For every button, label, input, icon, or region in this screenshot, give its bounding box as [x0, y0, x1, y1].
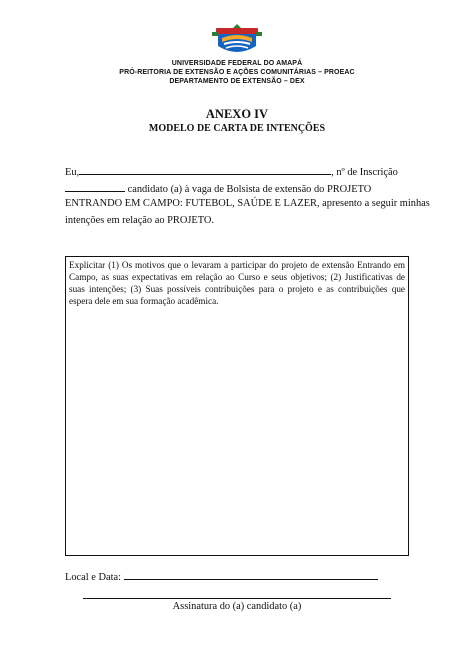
place-date-blank	[124, 569, 378, 580]
signature-label: Assinatura do (a) candidato (a)	[172, 601, 302, 612]
letter-line-2	[65, 181, 409, 195]
university-logo	[212, 24, 262, 58]
name-blank	[79, 164, 331, 175]
signature-line	[83, 598, 391, 599]
department-name: DEPARTAMENTO DE EXTENSÃO – DEX	[169, 78, 305, 85]
place-date-row	[65, 569, 409, 583]
intentions-instructions: Explicitar (1) Os motivos que o levaram a participar do projeto de extensão Entrando em Campo, as suas expectativas em relação ao Curso e seus objetivos; (2) Justificativas de suas intenções; (3) Suas possíveis contribuições para o projeto e as contribuições que espera dele em sua formação acadêmica.	[69, 260, 405, 306]
university-name: UNIVERSIDADE FEDERAL DO AMAPÁ	[171, 60, 303, 67]
letter-line-1-end: , nº de Inscrição	[331, 167, 398, 178]
intentions-box[interactable]	[65, 256, 409, 556]
office-name: PRÓ-REITORIA DE EXTENSÃO E AÇÕES COMUNITÁRIAS – PROEAC	[119, 69, 355, 76]
registration-blank	[65, 181, 125, 192]
document-subtitle: MODELO DE CARTA DE INTENÇÕES	[148, 123, 326, 134]
letter-line-1-start: Eu,	[65, 167, 80, 178]
place-date-label: Local e Data:	[65, 572, 121, 583]
letter-line-2-text: candidato (a) à vaga de Bolsista de extensão do PROJETO	[125, 184, 372, 195]
letter-line-3: ENTRANDO EM CAMPO: FUTEBOL, SAÚDE E LAZER, apresento a seguir minhas	[65, 198, 430, 209]
letter-line-4: intenções em relação ao PROJETO.	[65, 215, 214, 226]
letter-line-1	[65, 164, 409, 178]
annex-title: ANEXO IV	[205, 107, 269, 121]
